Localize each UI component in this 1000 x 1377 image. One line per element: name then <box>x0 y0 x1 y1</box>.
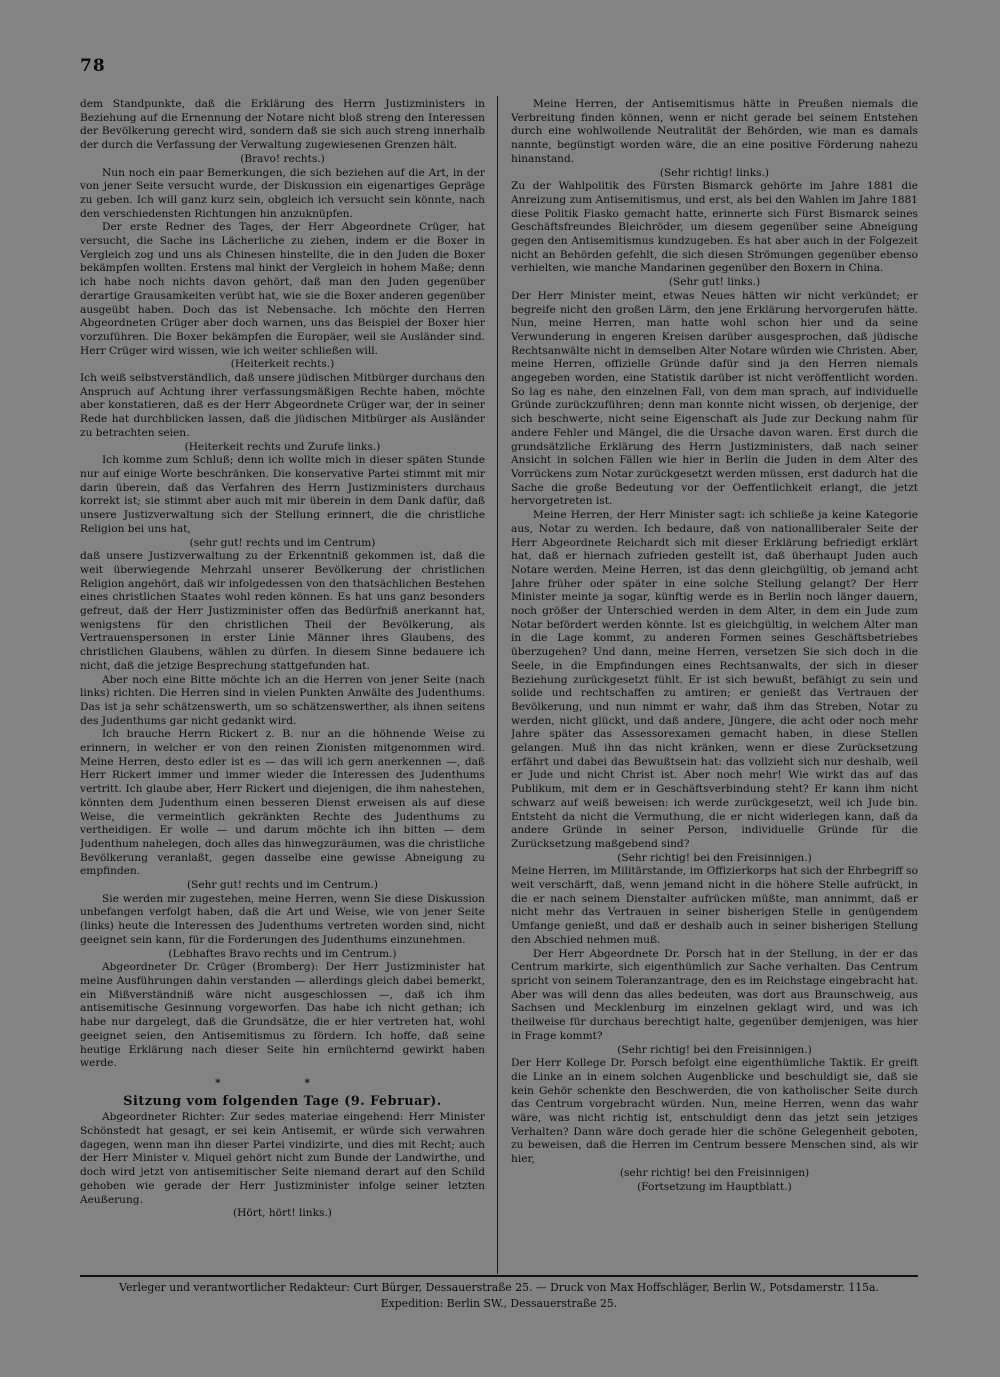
page-number: 78 <box>80 56 106 76</box>
paragraph: Nun noch ein paar Bemerkungen, die sich beziehen auf die Art, in der von jener Seite versucht wurde, der Diskussion ein eigenartiges Gepräge zu geben. Ich will ganz kurz sein, obgleich ich versucht sein könnte, nach den verschiedensten Richtungen hin anzuknüpfen. <box>80 166 485 220</box>
imprint-expedition: Expedition: Berlin SW., Dessauerstraße 25. <box>380 1297 618 1310</box>
paragraph: Abgeordneter Richter: Zur sedes materiae eingehend: Herr Minister Schönstedt hat gesagt, er sei kein Antisemit, er würde sich verwahren dagegen, wenn man ihn dieser Partei vindizirte, und dies mit Recht; auch der Herr Minister v. Miquel gehört nicht zum Bunde der Landwirthe, und doch wird jetzt von antisemitischer Seite niemand derart auf den Schild gehoben wie gerade der Herr Justizminister infolge seiner letzten Aeußerung. <box>80 1111 485 1206</box>
paragraph: Ich brauche Herrn Rickert z. B. nur an die höhnende Weise zu erinnern, in welcher er von den reinen Zionisten mitgenommen wird. Meine Herren, desto edler ist es — das will ich gern anerkennen —, daß Herr Rickert immer und immer wieder die Interessen des Judenthums vertritt. Ich glaube aber, Herr Rickert und diejenigen, die ihm nahestehen, könnten dem Judenthum einen besseren Dienst erweisen als auf diese Weise, die vermeintlich gekränkten Rechte des Judenthums zu vertheidigen. Er wolle — und darum möchte ich ihn bitten — dem Judenthum nahelegen, doch alles das hinwegzuräumen, was die christliche Bevölkerung veranlaßt, gegen dasselbe eine gewisse Abneigung zu empfinden. <box>80 728 485 878</box>
paragraph: Aber noch eine Bitte möchte ich an die Herren von jener Seite (nach links) richten. Die Herren sind in vielen Punkten Anwälte des Judenthums. Das ist ja sehr schätzenswerth, um so schätzenswerther, als ihnen seitens des Judenthums gar nicht gedankt wird. <box>80 673 485 727</box>
interjection: (Lebhaftes Bravo rechts und im Centrum.) <box>168 947 397 960</box>
interjection: (Hört, hört! links.) <box>233 1207 332 1220</box>
interjection: (Sehr gut! rechts und im Centrum.) <box>186 879 379 892</box>
interjection: (Sehr richtig! bei den Freisinnigen.) <box>617 851 812 864</box>
paragraph: Abgeordneter Dr. Crüger (Bromberg): Der Herr Justizminister hat meine Ausführungen dahin verstanden — allerdings gleich dabei bemerkt, ein Mißverständniß wäre nicht ausgeschlossen —, daß ich ihm antisemitische Gesinnung vorgeworfen. Das habe ich nicht gethan; ich habe nur dargelegt, daß die Grundsätze, die er hier vertreten hat, wohl geeignet seien, den Antisemitismus zu fördern. Ich hoffe, daß seine heutige Erklärung nach dieser Seite hin ernüchternd gewirkt haben werde. <box>80 961 485 1070</box>
paragraph: Der Herr Minister meint, etwas Neues hätten wir nicht verkündet; er begreife nicht den großen Lärm, den jene Erklärung hervorgerufen hätte. Nun, meine Herren, man hatte wohl schon hier und da seine Verwunderung in engeren Kreisen darüber ausgesprochen, daß jüdische Rechtsanwälte nicht in demselben Alter Notare würden wie Christen. Aber, meine Herren, offizielle Gründe dafür sind ja den Herren niemals angegeben worden, eine Statistik darüber ist nicht veröffentlicht worden. So lag es nahe, den einzelnen Fall, von dem man sprach, auf individuelle Gründe zurückzuführen; denn man konnte nicht wissen, ob derjenige, der sich beschwerte, nicht seine Eigenschaft als Jude zur Deckung nahm für andere Fehler und Mängel, die die Ursache davon waren. Erst durch die grundsätzliche Erklärung des Herrn Justizministers, daß nach seiner Ansicht in solchen Fällen wie hier in Berlin die Juden in dem Alter des Vorrückens zum Notar zurückgesetzt werden müssen, erst dadurch hat die Sache die große Bedeutung vor der Oeffentlichkeit erlangt, die jetzt hervorgetreten ist. <box>511 289 918 508</box>
right-column <box>511 98 918 1273</box>
left-column <box>80 98 485 1268</box>
interjection: (Sehr gut! links.) <box>668 276 761 289</box>
imprint-publisher: Verleger und verantwortlicher Redakteur: Curt Bürger, Dessauerstraße 25. — Druck von Max Hoffschläger, Berlin W., Potsdamerstr. 115a. <box>119 1281 879 1294</box>
paragraph: Meine Herren, im Militärstande, im Offizierkorps hat sich der Ehrbegriff so weit verschärft, daß, wenn jemand nicht in die höhere Stelle aufrückt, in die er nach seinem Dienstalter aufrücken müßte, man annimmt, daß er nicht mehr das Vertrauen in seiner bisherigen Stelle in genügendem Umfange genießt, und daß er deshalb auch in seiner bisherigen Stellung den Abschied nehmen muß. <box>511 865 918 946</box>
interjection: (Sehr richtig! links.) <box>659 166 770 179</box>
paragraph: Der Herr Abgeordnete Dr. Porsch hat in der Stellung, in der er das Centrum markirte, sich eigenthümlich zur Sache verhalten. Das Centrum spricht von seinem Toleranzantrage, den es im Reichstage eingebracht hat. Aber was will denn das alles bedeuten, was dort aus Braunschweig, aus Sachsen und Mecklenburg im einzelnen geklagt wird, und was ich theilweise für durchaus berechtigt halte, gegenüber demjenigen, was hier in Frage kommt? <box>511 947 918 1042</box>
column-divider <box>497 96 498 1274</box>
paragraph: Der Herr Kollege Dr. Porsch befolgt eine eigenthümliche Taktik. Er greift die Linke an in einem solchen Augenblicke und beschuldigt sie, daß sie kein Gehör schenkte den Beschwerden, die von katholischer Seite durch das Centrum vorgebracht würden. Nun, meine Herren, wenn das wahr wäre, was nicht richtig ist, entschuldigt denn das jetzt sein jetziges Verhalten? Dann wäre doch gerade hier die schöne Gelegenheit geboten, zu beweisen, daß die Herren im Centrum bessere Menschen sind, als wir hier, <box>511 1057 918 1166</box>
interjection: (Fortsetzung im Hauptblatt.) <box>637 1180 792 1193</box>
interjection: (Bravo! rechts.) <box>240 152 325 165</box>
paragraph: dem Standpunkte, daß die Erklärung des Herrn Justizministers in Beziehung auf die Ernennung der Notare nicht bloß streng den Interessen der Bevölkerung gerecht wird, sondern daß sie sich auch streng innerhalb der durch die Verfassung der Verwaltung zugewiesenen Grenzen hält. <box>80 98 485 152</box>
session-heading: Sitzung vom folgenden Tage (9. Februar). <box>123 1093 442 1109</box>
paragraph: Ich weiß selbstverständlich, daß unsere jüdischen Mitbürger durchaus den Anspruch auf Achtung ihrer verfassungsmäßigen Rechte haben, möchte aber konstatieren, daß es der Herr Abgeordnete Crüger war, der in seiner Rede hat durchblicken lassen, daß die jüdischen Mitbürger als Ausländer zu betrachten seien. <box>80 372 485 439</box>
section-separator: * * <box>215 1076 350 1089</box>
footer-rule <box>80 1275 918 1277</box>
paragraph: Zu der Wahlpolitik des Fürsten Bismarck gehörte im Jahre 1881 die Anreizung zum Antisemitismus, und erst, als bei den Wahlen im Jahre 1881 diese Politik Fiasko gemacht hatte, erinnerte sich Fürst Bismarck seines Geschäftsfreundes Bleichröder, um diesem gegenüber seine Abneigung gegen den Antisemitismus kundzugeben. Es hat aber auch in der Folgezeit nicht an Behörden gefehlt, die sich diesen Strömungen gegenüber ebenso verhielten, wie manche Mandarinen gegenüber den Boxern in China. <box>511 180 918 275</box>
paragraph: Der erste Redner des Tages, der Herr Abgeordnete Crüger, hat versucht, die Sache ins Lächerliche zu ziehen, indem er die Boxer in Vergleich zog und uns als Chinesen hinstellte, die in den Juden die Boxer bekämpfen wollten. Erstens mal hinkt der Vergleich in hohem Maße; denn ich habe noch nichts davon gehört, daß man den Juden gegenüber derartige Grausamkeiten verübt hat, wie sie die Boxer anderen gegenüber ausgeübt haben. Doch das ist Nebensache. Ich möchte den Herren Abgeordneten Crüger aber doch warnen, uns das Beispiel der Boxer hier vorzuführen. Die Boxer bekämpfen die Europäer, weil sie Ausländer sind. Herr Crüger wird wissen, wie ich weiter schließen will. <box>80 221 485 357</box>
interjection: (Heiterkeit rechts und Zurufe links.) <box>184 440 381 453</box>
interjection: (Heiterkeit rechts.) <box>230 358 335 371</box>
paragraph: Ich komme zum Schluß; denn ich wollte mich in dieser späten Stunde nur auf einige Worte beschränken. Die konservative Partei stimmt mit mir darin überein, daß das Verfahren des Herrn Justizministers durchaus korrekt ist; sie stimmt aber auch mit mir überein in dem Dank dafür, daß unsere Justizverwaltung sich der Stellung erinnert, die die christliche Religion bei uns hat, <box>80 454 485 535</box>
paragraph: Meine Herren, der Antisemitismus hätte in Preußen niemals die Verbreitung finden können, wenn er nicht gerade bei seinem Entstehen durch eine wohlwollende Neutralität der Behörden, wie man es damals nannte, begünstigt worden wäre, die an eine positive Förderung nahezu hinanstand. <box>511 98 918 165</box>
paragraph: Meine Herren, der Herr Minister sagt: ich schließe ja keine Kategorie aus, Notar zu werden. Ich bedaure, daß von nationalliberaler Seite der Herr Abgeordnete Reichardt sich mit dieser Erklärung befriedigt erklärt hat, daß er hiernach zufrieden gestellt ist, daß überhaupt Juden auch Notare werden. Meine Herren, ist das denn gleichgültig, ob jemand acht Jahre früher oder später in eine solche Stellung gelangt? Der Herr Minister meinte ja sogar, künftig werde es in Berlin noch länger dauern, noch größer der Unterschied werden in dem Alter, in dem ein Jude zum Notar befördert werden könnte. Ist es gleichgültig, in welchem Alter man in die Lage kommt, zu anderen Formen seines Geschäftsbetriebes überzugehen? Und dann, meine Herren, versetzen Sie sich doch in die Seele, in die Empfindungen eines Rechtsanwalts, der sich in dieser Beziehung zurückgesetzt fühlt. Er ist sich bewußt, befähigt zu sein und solide und rechtschaffen zu amtiren; er genießt das Vertrauen der Bevölkerung, und nun nimmt er wahr, daß ihm das Streben, Notar zu werden, nicht glückt, und daß andere, Jüngere, die acht oder noch mehr Jahre später das Assessorexamen gemacht haben, in diese Stellen gelangen. Muß ihn das nicht kränken, wenn er diese Zurücksetzung erfährt und dabei das Bewußtsein hat: das vollzieht sich nur deshalb, weil er Jude und nicht Christ ist. Aber noch mehr! Wie wirkt das auf das Publikum, mit dem er in Geschäftsverbindung steht? Er kann ihm nicht schwarz auf weiß beweisen: ich werde zurückgesetzt, weil ich Jude bin. Entsteht da nicht die Vermuthung, die er nicht widerlegen kann, daß da andere Gründe in seiner Person, individuelle Gründe für die Zurücksetzung maßgebend sind? <box>511 509 918 850</box>
paragraph: Sie werden mir zugestehen, meine Herren, wenn Sie diese Diskussion unbefangen verfolgt haben, daß die Art und Weise, wie von jener Seite (links) heute die Interessen des Judenthums vertreten worden sind, nicht geeignet sein kann, für die Forderungen des Judenthums einzunehmen. <box>80 892 485 946</box>
interjection: (sehr richtig! bei den Freisinnigen) <box>619 1166 810 1179</box>
paragraph: daß unsere Justizverwaltung zu der Erkenntniß gekommen ist, daß die weit überwiegende Mehrzahl unserer Bevölkerung der christlichen Religion angehört, daß wir infolgedessen von den thatsächlichen Bestehen eines christlichen Staates wohl reden können. Es hat uns ganz besonders gefreut, daß der Herr Justizminister offen das Bedürfniß anerkannt hat, wenigstens für den christlichen Theil der Bevölkerung, als Vertrauenspersonen in erster Linie Männer ihres Glaubens, des christlichen Glaubens, wählen zu dürfen. In diesem Sinne bedauere ich nicht, daß die jetzige Besprechung stattgefunden hat. <box>80 550 485 672</box>
interjection: (Sehr richtig! bei den Freisinnigen.) <box>617 1043 812 1056</box>
interjection: (sehr gut! rechts und im Centrum) <box>189 536 376 549</box>
